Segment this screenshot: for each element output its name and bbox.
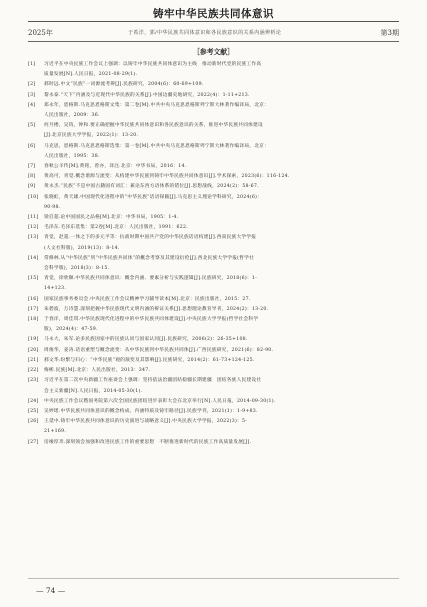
reference-item <box>28 193 400 213</box>
reference-text-line: 周俊华，姜涛.话语重塑与概念流变：从中华民族到中华民族共同体[J].广西民族研究，2021(6)：82-90. <box>44 347 274 353</box>
reference-item <box>28 172 400 182</box>
reference-number: [19] <box>28 337 39 343</box>
reference-text-line: 何月楼，吴钩，钟和.要正确把握中华民族共同体意识和各民族意识的关系，推进中华民族共同体建设 <box>44 123 263 129</box>
reference-item <box>28 91 400 101</box>
header-rule-top <box>28 21 399 22</box>
reference-item <box>28 346 400 356</box>
header-year: 2025年 <box>28 29 53 37</box>
reference-number: [20] <box>28 347 39 353</box>
reference-number: [5] <box>28 123 36 129</box>
reference-text-line: [J].北京民族大学学报，2022(1)：13-20. <box>44 133 139 139</box>
reference-item <box>28 376 400 396</box>
reference-number: [26] <box>28 419 39 425</box>
reference-item <box>28 162 400 172</box>
reference-text-line: 马永大，朱军.论多民族国家中的民族认同与国家认同[J].民族研究，2006(2)：26-35+108. <box>44 337 248 343</box>
reference-item <box>28 233 400 253</box>
reference-item <box>28 438 400 448</box>
reference-item <box>28 356 400 366</box>
reference-text-line: 习近平在中央民族工作会议上强调：以铸牢中华民族共同体意识为主线 推动新时代党的民族工作高 <box>44 62 262 67</box>
page-number: — 74 — <box>36 586 66 595</box>
reference-item <box>28 305 400 315</box>
reference-item <box>28 417 400 437</box>
reference-number: [3] <box>28 92 36 98</box>
reference-text-line: 90-98. <box>44 204 61 210</box>
reference-text-line: 马克思，恩格斯.马克思恩格斯选集：第一卷[M].中共中央马克思恩格斯列宁斯大林著作编译局，北京： <box>44 143 270 149</box>
header-rule-bottom <box>28 41 399 42</box>
reference-number: [13] <box>28 235 39 241</box>
reference-item <box>28 366 400 376</box>
reference-text-line: 毛泽东.毛泽东选集：第2卷[M].北京：人民出版社，1991：622. <box>44 225 188 231</box>
reference-text-line: 郝文华.纷繁与归心：“中华民族”观的演变及其影响[J].民族研究，2014(2)：61-73+124-125. <box>44 357 255 363</box>
reference-text-line: 吴婷珺.中华民族共同体意识的概念构成、内涵特质及铸牢路径[J].民族学刊，2021(1)：1-9+83. <box>44 408 258 414</box>
reference-text-line: 青觉，赵超.一体之下的多元平等：抗战时期中国共产党的中华民族话语构建[J].西南民族大学学报 <box>44 235 257 241</box>
reference-item <box>28 60 400 80</box>
reference-number: [9] <box>28 184 36 190</box>
running-header <box>28 27 399 39</box>
reference-number: [4] <box>28 102 36 108</box>
reference-number: [25] <box>28 408 39 414</box>
reference-number: [16] <box>28 296 39 302</box>
header-article-title: 于希洋，郭/中华民族共同体意识和各民族意识的关系内涵辨析论 <box>128 30 282 36</box>
reference-item <box>28 254 400 274</box>
reference-item <box>28 80 400 90</box>
reference-text-line: 房缘厚奔.深刻领会加强和改进民族工作的重要思想 不断推进新时代的民族工作高质量发展[J]. <box>44 439 252 445</box>
reference-number: [22] <box>28 368 39 374</box>
reference-item <box>28 274 400 294</box>
reference-text-line: 会主义新疆[N].人民日报，2014-05-30(1). <box>44 388 143 394</box>
reference-item <box>28 407 400 417</box>
reference-item <box>28 397 400 407</box>
reference-text-line: 习近平在第二次中央新疆工作座谈会上强调：坚持依法治疆团结稳疆长期建疆 团结各族人民建设社 <box>44 378 262 384</box>
reference-text-line: 会科学版)，2018(3)：8-15. <box>44 266 110 272</box>
reference-number: [18] <box>28 317 39 323</box>
reference-item <box>28 121 400 141</box>
reference-number: [21] <box>28 357 39 363</box>
reference-item <box>28 315 400 335</box>
reference-number: [23] <box>28 378 39 384</box>
header-issue: 第3期 <box>380 29 399 37</box>
reference-number: [10] <box>28 194 39 200</box>
reference-text-line: 21+169. <box>44 429 67 435</box>
reference-text-line: 张晓虹，黄天雄.中国现代化进程中的“中华民族”话语探赜[J].马克思主义理论学科研究，2024(6)： <box>44 194 263 200</box>
reference-text-line: 朱碧波，万诗慧.深刻把握中华民族现代文明内涵的辩证关系[J].思想理论教育导刊，2024(2)：13-20. <box>44 306 269 312</box>
reference-text-line: 梅彬.民族[M].北京：人民出版社，2013：347. <box>44 368 151 374</box>
reference-number: [6] <box>28 143 36 149</box>
reference-number: [11] <box>28 215 39 221</box>
reference-text-line: 梁启超.论中国国民之品格[M].北京：中华书局，1905：1-4. <box>44 215 179 221</box>
reference-text-line: 人民出版社，2009：36. <box>44 113 100 119</box>
reference-text-line: 质量发展[N].人民日报，2021-08-29(1). <box>44 72 138 78</box>
reference-item <box>28 182 400 192</box>
reference-number: [24] <box>28 398 39 404</box>
reference-number: [2] <box>28 82 36 88</box>
reference-text-line: 黄永杰.“民族”不是中国古籍固有词汇：兼论东西方语体系的错位[J].思想战线，2024(2)：58-67. <box>44 184 259 190</box>
references-heading: ［参考文献］ <box>193 48 234 56</box>
reference-text-line: 常修林.从“中华民族”到“中华民族共同体”的概念考察及其建设衍伦[J].西北民族大学学报(哲学社 <box>44 255 255 261</box>
reference-number: [1] <box>28 62 36 67</box>
reference-list <box>28 60 400 448</box>
reference-item <box>28 223 400 233</box>
reference-number: [7] <box>28 164 36 170</box>
reference-text-line: 版)，2024(4)：47-59. <box>44 327 98 333</box>
reference-text-line: 郑永年，恩格斯.马克思恩格斯文集：第二卷[M].中共中央马克思恩格斯列宁斯大林著作编译局，北京： <box>44 102 270 108</box>
reference-number: [8] <box>28 174 36 180</box>
reference-text-line: 中央民族工作会议暨国务院第六次全国民族团结进步表彰大会在北京举行[N].人民日报，2014-09-30(1). <box>44 398 276 404</box>
reference-text-line: 王延中.铸牢中华民族共同体意识的历史演进与战略意义[J].中央民族大学学报，2022(3)：5- <box>44 419 248 425</box>
reference-item <box>28 101 400 121</box>
reference-text-line: 郝时远.中文“民族”一词源流考辨[J].民族研究，2004(6)：60-69+109. <box>44 82 204 88</box>
reference-number: [12] <box>28 225 39 231</box>
reference-text-line: 于春洋，周佳琪.中华民族现代化进程中的中华民族共同体建设[J].中央民族大学学报(哲学社会科学 <box>44 317 259 323</box>
reference-number: [14] <box>28 255 39 261</box>
reference-text-line: 青觉，徐欣顺.中华民族共同体意识：概念内涵、要素分析与实践逻辑[J].民族研究，2018(6)：1- <box>44 276 257 282</box>
reference-text-line: 人民出版社，1995：38. <box>44 153 100 159</box>
reference-text-line: 黄高可，青觉.概念谱源与流变：从构建中华民族到铸牢中华民族共同体意识[J].学术探索，2023(6)：116-124. <box>44 174 290 180</box>
reference-text-line: 14+123. <box>44 286 67 292</box>
reference-number: [15] <box>28 276 39 282</box>
reference-text-line: 国家民族事务委员会.中央民族工作会议精神学习辅导读本[M].北京：民族出版社，2015：27. <box>44 296 251 302</box>
journal-title: 铸牢中华民族共同体意识 <box>153 8 274 20</box>
reference-text-line: 春秋公羊传[M].黄铭，曾亦，译注.北京：中华书局，2016：14. <box>44 164 187 170</box>
reference-item <box>28 142 400 162</box>
reference-item <box>28 213 400 223</box>
footer-rule <box>28 578 399 579</box>
reference-number: [27] <box>28 439 39 445</box>
reference-text-line: 黎永泰.“天下”内涵及与近现代中华民族的关系[J].中国边疆史地研究，2022(4)：1-11+213. <box>44 92 250 98</box>
reference-text-line: (人文社科版)，2019(13)：8-14. <box>44 245 120 251</box>
reference-item <box>28 335 400 345</box>
reference-number: [17] <box>28 306 39 312</box>
reference-item <box>28 295 400 305</box>
